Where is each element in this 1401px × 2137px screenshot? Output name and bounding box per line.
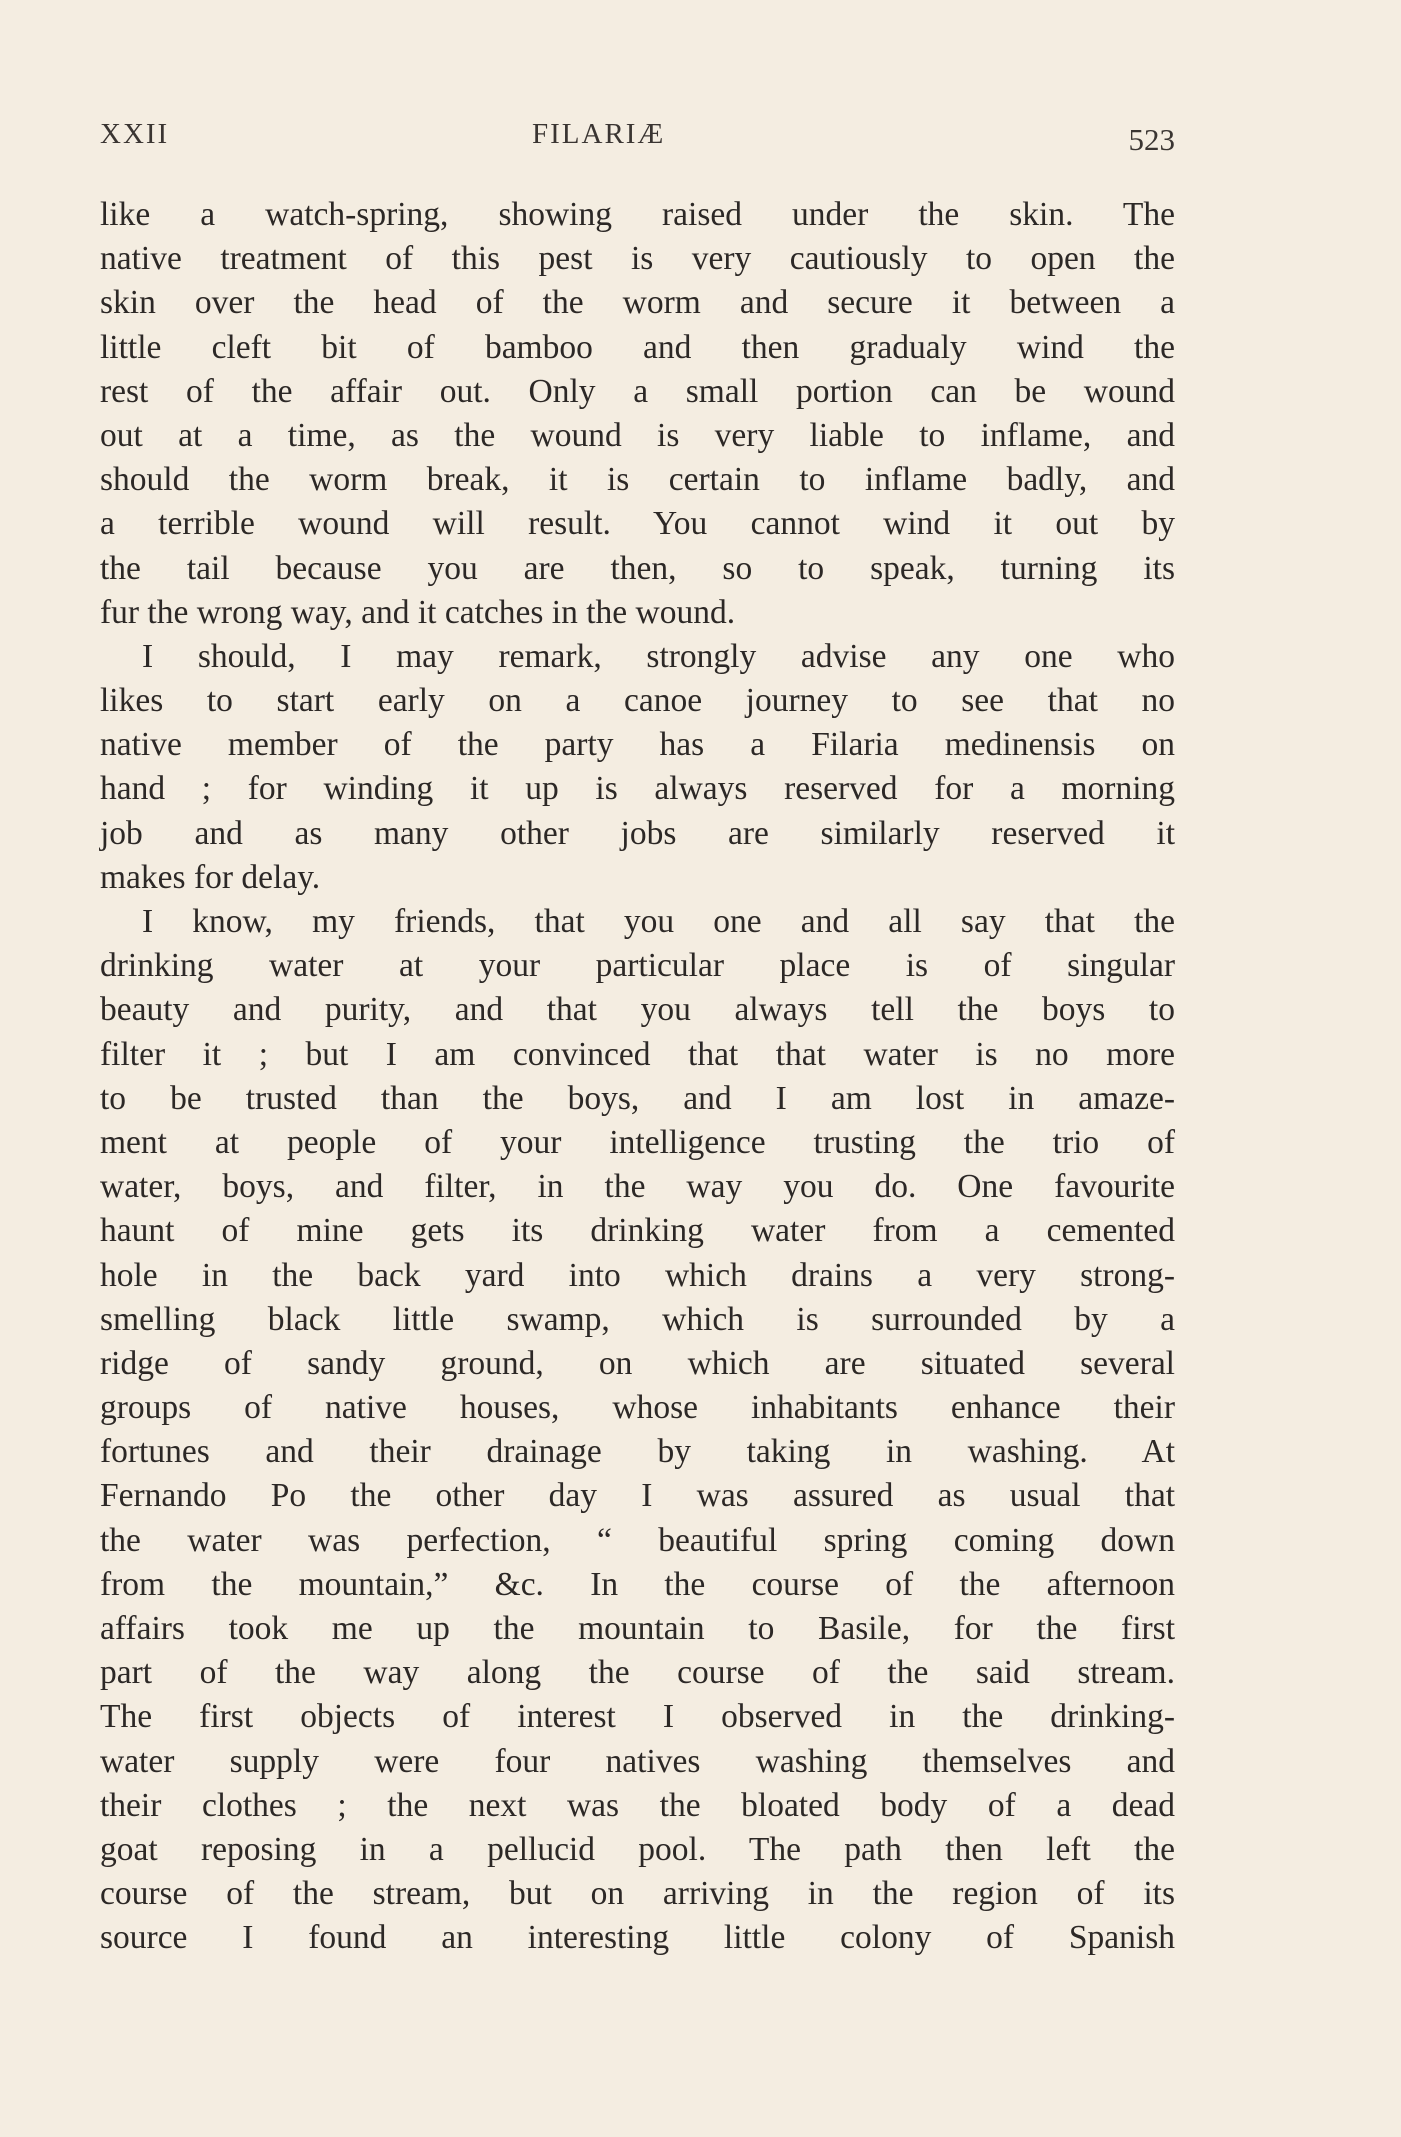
paragraph — [100, 900, 1175, 1961]
text-line: from the mountain,” &c. In the course of the afternoon — [100, 1565, 1175, 1603]
text-line: native member of the party has a Filaria medinensis on — [100, 726, 1175, 764]
text-line: the water was perfection, “ beautiful spring coming down — [100, 1521, 1175, 1559]
text-line: rest of the affair out. Only a small portion can be wound — [100, 372, 1175, 410]
text-line: source I found an interesting little colony of Spanish — [100, 1919, 1175, 1957]
text-line: ridge of sandy ground, on which are situated several — [100, 1344, 1175, 1382]
chapter-number: XXII — [100, 118, 170, 150]
text-line: goat reposing in a pellucid pool. The path then left the — [100, 1830, 1175, 1868]
text-line: fur the wrong way, and it catches in the wound. — [100, 593, 736, 631]
text-line: native treatment of this pest is very cautiously to open the — [100, 240, 1175, 278]
text-line: The first objects of interest I observed in the drinking- — [100, 1698, 1175, 1736]
text-line: smelling black little swamp, which is surrounded by a — [100, 1300, 1175, 1338]
text-line: should the worm break, it is certain to inflame badly, and — [100, 461, 1175, 499]
text-line: I know, my friends, that you one and all say that the — [142, 903, 1175, 940]
text-line: job and as many other jobs are similarly reserved it — [100, 814, 1175, 852]
text-line: like a watch-spring, showing raised under the skin. The — [100, 196, 1175, 233]
text-line: I should, I may remark, strongly advise any one who — [142, 637, 1175, 675]
text-line: likes to start early on a canoe journey to see that no — [100, 682, 1175, 720]
text-line: skin over the head of the worm and secure it between a — [100, 284, 1175, 322]
text-line: the tail because you are then, so to speak, turning its — [100, 549, 1175, 587]
text-line: filter it ; but I am convinced that that water is no more — [100, 1035, 1175, 1073]
text-line: affairs took me up the mountain to Basile, for the first — [100, 1610, 1175, 1647]
paragraph — [100, 193, 1175, 635]
text-line: makes for delay. — [100, 858, 321, 896]
running-head — [100, 118, 1175, 168]
text-line: course of the stream, but on arriving in the region of its — [100, 1875, 1175, 1913]
text-line: drinking water at your particular place is of singular — [100, 947, 1175, 985]
text-line: little cleft bit of bamboo and then gradualy wind the — [100, 328, 1175, 366]
text-line: out at a time, as the wound is very liable to inflame, and — [100, 416, 1175, 454]
text-line: part of the way along the course of the said stream. — [100, 1654, 1175, 1692]
page-number: 523 — [1128, 122, 1175, 157]
text-line: Fernando Po the other day I was assured as usual that — [100, 1477, 1175, 1515]
text-line: their clothes ; the next was the bloated body of a dead — [100, 1786, 1175, 1824]
text-line: to be trusted than the boys, and I am lost in amaze- — [100, 1079, 1175, 1117]
text-line: hand ; for winding it up is always reserved for a morning — [100, 770, 1175, 808]
text-line: groups of native houses, whose inhabitants enhance their — [100, 1389, 1175, 1427]
text-line: fortunes and their drainage by taking in washing. At — [100, 1433, 1175, 1471]
body-text — [100, 193, 1175, 1961]
text-line: hole in the back yard into which drains a very strong- — [100, 1256, 1175, 1294]
text-line: a terrible wound will result. You cannot wind it out by — [100, 505, 1175, 543]
text-line: ment at people of your intelligence trusting the trio of — [100, 1123, 1175, 1161]
paragraph — [100, 635, 1175, 900]
chapter-title: FILARIÆ — [532, 118, 666, 150]
text-line: water, boys, and filter, in the way you do. One favourite — [100, 1168, 1175, 1206]
text-line: haunt of mine gets its drinking water from a cemented — [100, 1212, 1175, 1250]
text-line: water supply were four natives washing themselves and — [100, 1742, 1175, 1780]
text-line: beauty and purity, and that you always tell the boys to — [100, 991, 1175, 1029]
